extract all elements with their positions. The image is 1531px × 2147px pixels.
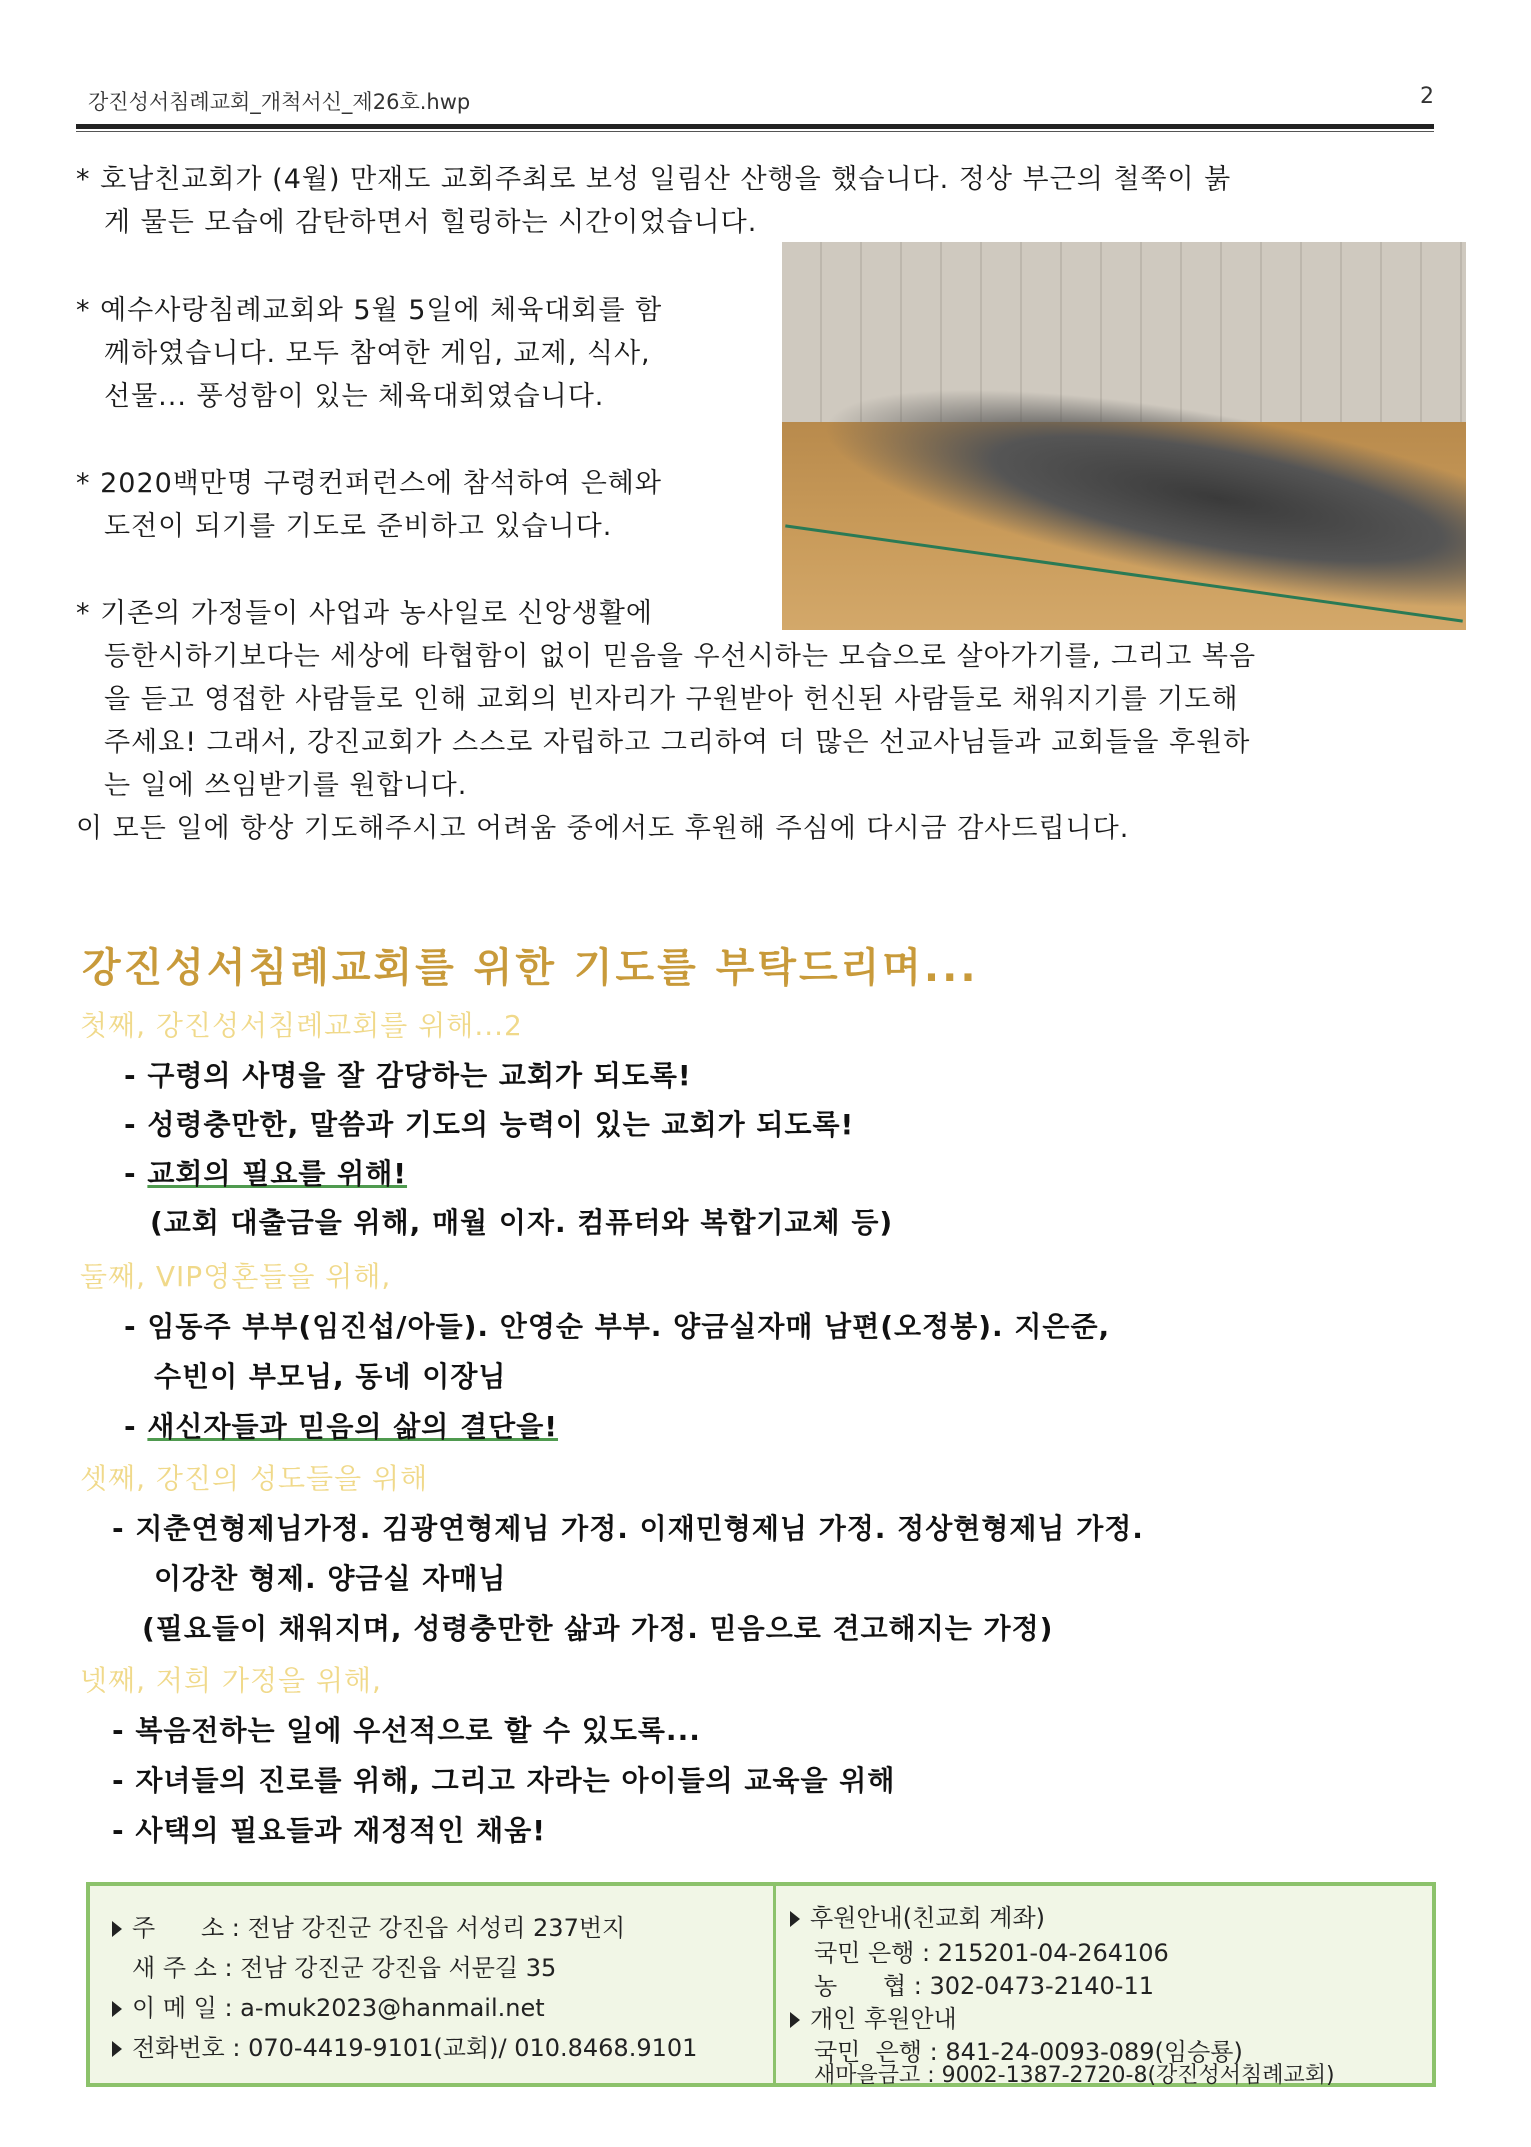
closing-thanks: 이 모든 일에 항상 기도해주시고 어려움 중에서도 후원해 주심에 다시금 감사드립니다. [76, 813, 1130, 844]
email-row: 이 메 일 : a-muk2023@hanmail.net [112, 1988, 545, 2023]
address-row: 주 소 : 전남 강진군 강진읍 서성리 237번지 [112, 1908, 625, 1943]
personal-title-text: 개인 후원안내 [810, 2005, 957, 2033]
paragraph-2-line-3: 선물... 풍성함이 있는 체육대회였습니다. [104, 381, 605, 412]
prayer-second-item-3 [124, 1405, 558, 1445]
triangle-bullet-icon [112, 2041, 122, 2057]
prayer-second-heading: 둘째, VIP영혼들을 위해, [80, 1260, 392, 1293]
email-value[interactable]: a-muk2023@hanmail.net [240, 1994, 545, 2022]
nh-account: 302-0473-2140-11 [929, 1972, 1154, 2000]
dash: - [124, 1157, 148, 1190]
paragraph-2-line-1: * 예수사랑침례교회와 5월 5일에 체육대회를 함 [76, 295, 663, 326]
new-address-row: 새 주 소 : 전남 강진군 강진읍 서문길 35 [132, 1954, 557, 1982]
paragraph-4-line-4: 주세요! 그래서, 강진교회가 스스로 자립하고 그리하여 더 많은 선교사님들과 교회들을 후원하 [104, 727, 1251, 758]
triangle-bullet-icon [790, 2012, 800, 2028]
new-address-value: 전남 강진군 강진읍 서문길 35 [240, 1954, 557, 1982]
prayer-fourth-item-1: - 복음전하는 일에 우선적으로 할 수 있도록... [112, 1714, 701, 1747]
sports-day-photo [782, 242, 1466, 630]
kb2-account-row: 국민 은행 : 841-24-0093-089(임승룡) [814, 2038, 1243, 2066]
file-title: 강진성서침례교회_개척서신_제26호.hwp [88, 90, 471, 114]
underlined-text: 교회의 필요를 위해! [147, 1157, 408, 1190]
header-rule [76, 124, 1434, 129]
email-label: 이 메 일 [132, 1994, 217, 2022]
paragraph-1-line-2: 게 물든 모습에 감탄하면서 힐링하는 시간이었습니다. [104, 207, 758, 238]
kb2-label: 국민 은행 [814, 2038, 922, 2066]
personal-support-title [790, 1999, 957, 2034]
triangle-bullet-icon [112, 1921, 122, 1937]
paragraph-2-line-2: 께하였습니다. 모두 참여한 게임, 교제, 식사, [104, 338, 651, 369]
phone-value: 070-4419-9101(교회)/ 010.8468.9101 [248, 2034, 698, 2062]
prayer-section-title: 강진성서침례교회를 위한 기도를 부탁드리며... [82, 945, 979, 991]
prayer-third-item-1: - 지춘연형제님가정. 김광연형제님 가정. 이재민형제님 가정. 정상현형제님 가정. [112, 1512, 1144, 1545]
prayer-third-heading: 셋째, 강진의 성도들을 위해 [80, 1462, 429, 1495]
paragraph-3-line-1: * 2020백만명 구령컨퍼런스에 참석하여 은혜와 [76, 468, 662, 499]
phone-row: 전화번호 : 070-4419-9101(교회)/ 010.8468.9101 [112, 2028, 697, 2063]
prayer-fourth-heading: 넷째, 저희 가정을 위해, [80, 1664, 382, 1697]
box-divider [773, 1886, 776, 2083]
prayer-first-item-2: - 성령충만한, 말씀과 기도의 능력이 있는 교회가 되도록! [124, 1108, 855, 1141]
prayer-fourth-item-3: - 사택의 필요들과 재정적인 채움! [112, 1814, 547, 1847]
prayer-fourth-item-2: - 자녀들의 진로를 위해, 그리고 자라는 아이들의 교육을 위해 [112, 1764, 896, 1797]
mg-account-row: 새마을금고 : 9002-1387-2720-8(강진성서침례교회) [814, 2063, 1335, 2088]
paragraph-1-line-1: * 호남친교회가 (4월) 만재도 교회주최로 보성 일림산 산행을 했습니다. 정상 부근의 철쭉이 붉 [76, 164, 1232, 195]
prayer-first-heading: 첫째, 강진성서침례교회를 위해...2 [80, 1009, 523, 1042]
paragraph-3-line-2: 도전이 되기를 기도로 준비하고 있습니다. [104, 511, 613, 542]
kb-account-row: 국민 은행 : 215201-04-264106 [814, 1939, 1169, 1967]
kb2-account: 841-24-0093-089(임승룡) [945, 2038, 1243, 2066]
prayer-first-item-3 [124, 1152, 407, 1192]
address-label: 주 소 [132, 1914, 225, 1942]
prayer-third-item-2: 이강찬 형제. 양금실 자매님 [154, 1562, 507, 1595]
triangle-bullet-icon [112, 2001, 122, 2017]
dash: - [124, 1410, 148, 1443]
mg-account: 9002-1387-2720-8(강진성서침례교회) [941, 2063, 1335, 2088]
mg-label: 새마을금고 [814, 2063, 921, 2088]
prayer-second-item-2: 수빈이 부모님, 동네 이장님 [154, 1360, 507, 1393]
phone-label: 전화번호 [132, 2034, 225, 2062]
church-support-title [790, 1898, 1045, 1933]
prayer-first-item-4: (교회 대출금을 위해, 매월 이자. 컴퓨터와 복합기교체 등) [150, 1206, 894, 1239]
address-value: 전남 강진군 강진읍 서성리 237번지 [247, 1914, 626, 1942]
kb-account: 215201-04-264106 [937, 1939, 1169, 1967]
nh-account-row: 농 협 : 302-0473-2140-11 [814, 1972, 1154, 2000]
nh-label: 농 협 [814, 1972, 907, 2000]
prayer-second-item-1: - 임동주 부부(임진섭/아들). 안영순 부부. 양금실자매 남편(오정봉). 지은준, [124, 1310, 1111, 1343]
support-title-text: 후원안내(친교회 계좌) [810, 1904, 1046, 1932]
new-address-label: 새 주 소 [132, 1954, 217, 1982]
header-rule-thin [76, 131, 1434, 132]
page-number: 2 [1420, 84, 1434, 109]
paragraph-4-line-2: 등한시하기보다는 세상에 타협함이 없이 믿음을 우선시하는 모습으로 살아가기를, 그리고 복음 [104, 641, 1257, 672]
contact-info-box [86, 1882, 1436, 2087]
paragraph-4-line-5: 는 일에 쓰임받기를 원합니다. [104, 770, 468, 801]
prayer-third-item-3: (필요들이 채워지며, 성령충만한 삶과 가정. 믿음으로 견고해지는 가정) [142, 1612, 1054, 1645]
paragraph-4-line-1: * 기존의 가정들이 사업과 농사일로 신앙생활에 [76, 598, 653, 629]
underlined-text: 새신자들과 믿음의 삶의 결단을! [147, 1410, 559, 1443]
triangle-bullet-icon [790, 1911, 800, 1927]
kb-label: 국민 은행 [814, 1939, 915, 1967]
paragraph-4-line-3: 을 듣고 영접한 사람들로 인해 교회의 빈자리가 구원받아 헌신된 사람들로 채워지기를 기도해 [104, 684, 1239, 715]
prayer-first-item-1: - 구령의 사명을 잘 감당하는 교회가 되도록! [124, 1059, 692, 1092]
